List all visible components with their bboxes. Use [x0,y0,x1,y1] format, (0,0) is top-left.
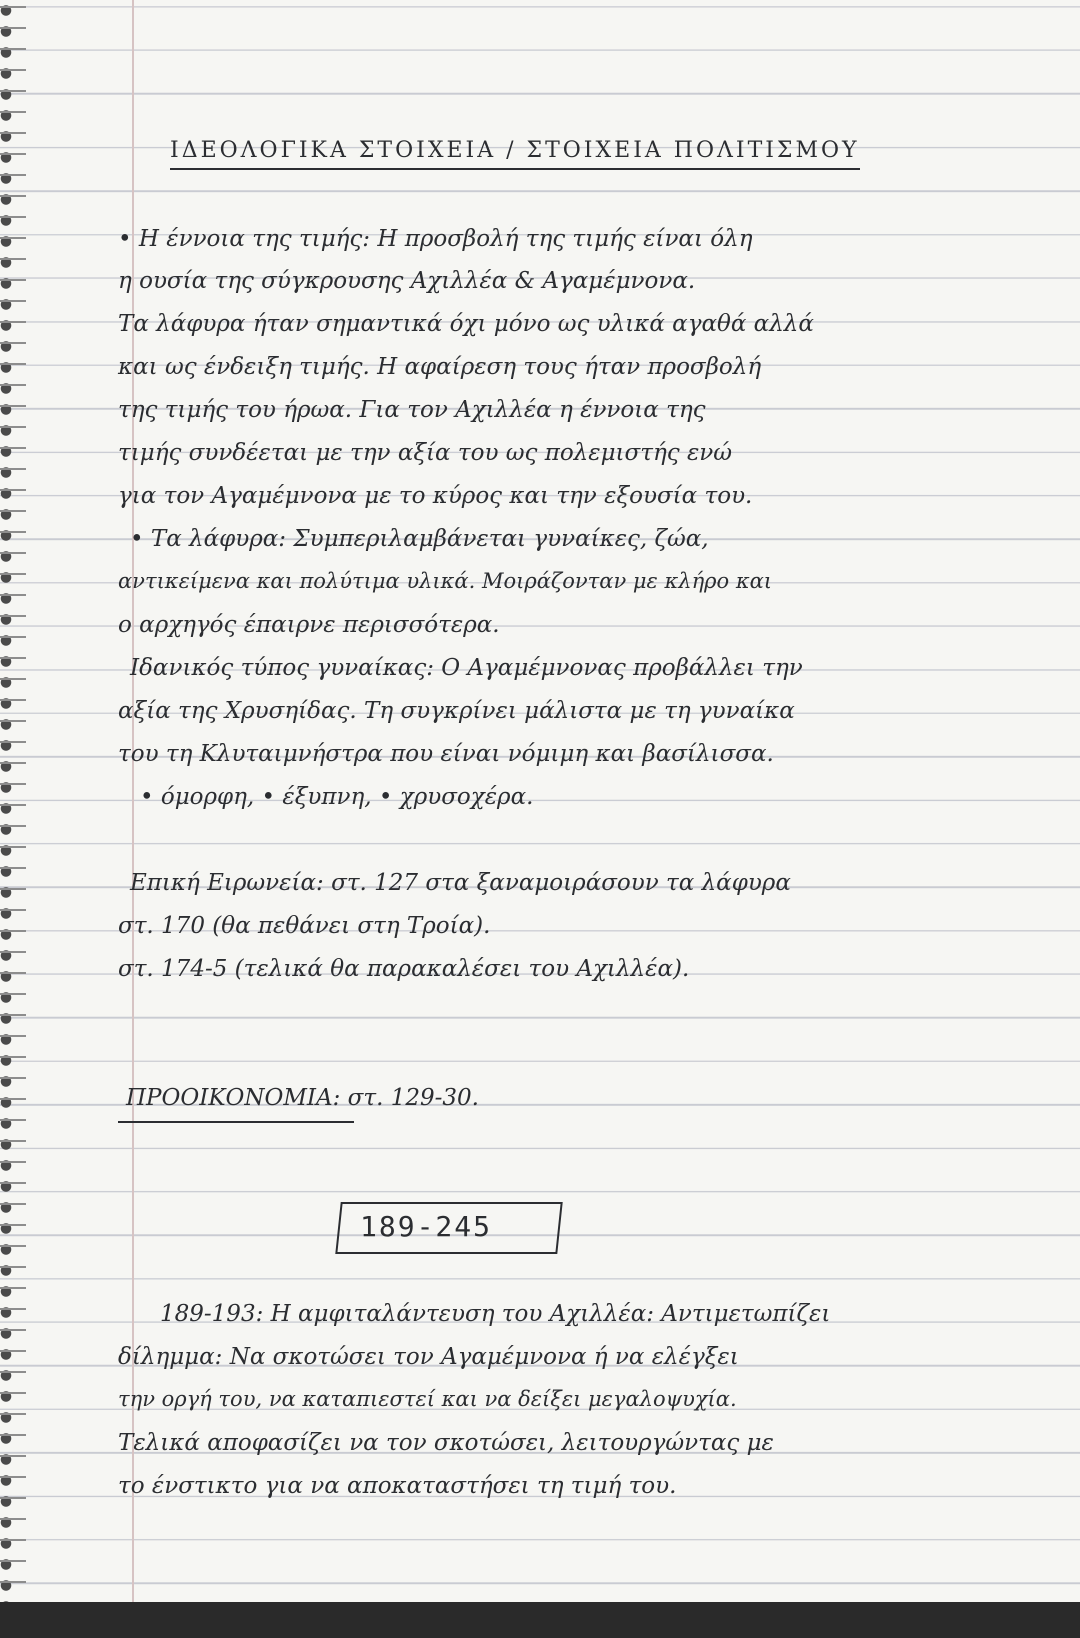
text-line: στ. 170 (θα πεθάνει στη Τροία). [118,913,491,939]
text-line: για τον Αγαμέμνονα με το κύρος και την εξουσία του. [118,483,753,509]
text-line: Τα λάφυρα ήταν σημαντικά όχι μόνο ως υλικά αγαθά αλλά [118,311,814,337]
heading-underline [118,1121,354,1123]
text-line: στ. 174-5 (τελικά θα παρακαλέσει του Αχιλλέα). [118,956,690,982]
text-line: δίλημμα: Να σκοτώσει τον Αγαμέμνονα ή να ελέγξει [118,1344,739,1370]
text-line: της τιμής του ήρωα. Για τον Αχιλλέα η έννοια της [118,397,706,423]
text-line: αξία της Χρυσηίδας. Τη συγκρίνει μάλιστα με τη γυναίκα [118,698,795,724]
text-line: • όμορφη, • έξυπνη, • χρυσοχέρα. [140,784,534,810]
text-line: την οργή του, να καταπιεστεί και να δείξει μεγαλοψυχία. [118,1387,737,1411]
text-line: η ουσία της σύγκρουσης Αχιλλέα & Αγαμέμνονα. [118,268,696,294]
text-line: του τη Κλυταιμνήστρα που είναι νόμιμη και βασίλισσα. [118,741,774,767]
page-title: ΙΔΕΟΛΟΓΙΚΑ ΣΤΟΙΧΕΙΑ / ΣΤΟΙΧΕΙΑ ΠΟΛΙΤΙΣΜΟΥ [170,140,860,170]
text-line: Επική Ειρωνεία: στ. 127 στα ξαναμοιράσουν τα λάφυρα [130,870,791,896]
text-line: • Τα λάφυρα: Συμπεριλαμβάνεται γυναίκες, ζώα, [130,526,709,552]
text-line: τιμής συνδέεται με την αξία του ως πολεμιστής ενώ [118,440,733,466]
spiral-binding [0,0,34,1620]
text-line: 189-193: Η αμφιταλάντευση του Αχιλλέα: Αντιμετωπίζει [160,1301,831,1327]
text-line: το ένστικτο για να αποκαταστήσει τη τιμή του. [118,1473,677,1499]
text-line: Τελικά αποφασίζει να τον σκοτώσει, λειτουργώντας με [118,1430,774,1456]
text-line: • Η έννοια της τιμής: Η προσβολή της τιμής είναι όλη [118,226,753,252]
text-line: και ως ένδειξη τιμής. Η αφαίρεση τους ήταν προσβολή [118,354,762,380]
text-line: Ιδανικός τύπος γυναίκας: Ο Αγαμέμνονας προβάλλει την [130,655,803,681]
text-line: ο αρχηγός έπαιρνε περισσότερα. [118,612,500,638]
text-line: αντικείμενα και πολύτιμα υλικά. Μοιράζονταν με κλήρο και [118,569,773,593]
text-line: ΠΡΟΟΙΚΟΝΟΜΙΑ: στ. 129-30. [126,1085,479,1111]
page-edge [0,1602,1080,1620]
section-box-label: 189-245 [360,1210,493,1243]
